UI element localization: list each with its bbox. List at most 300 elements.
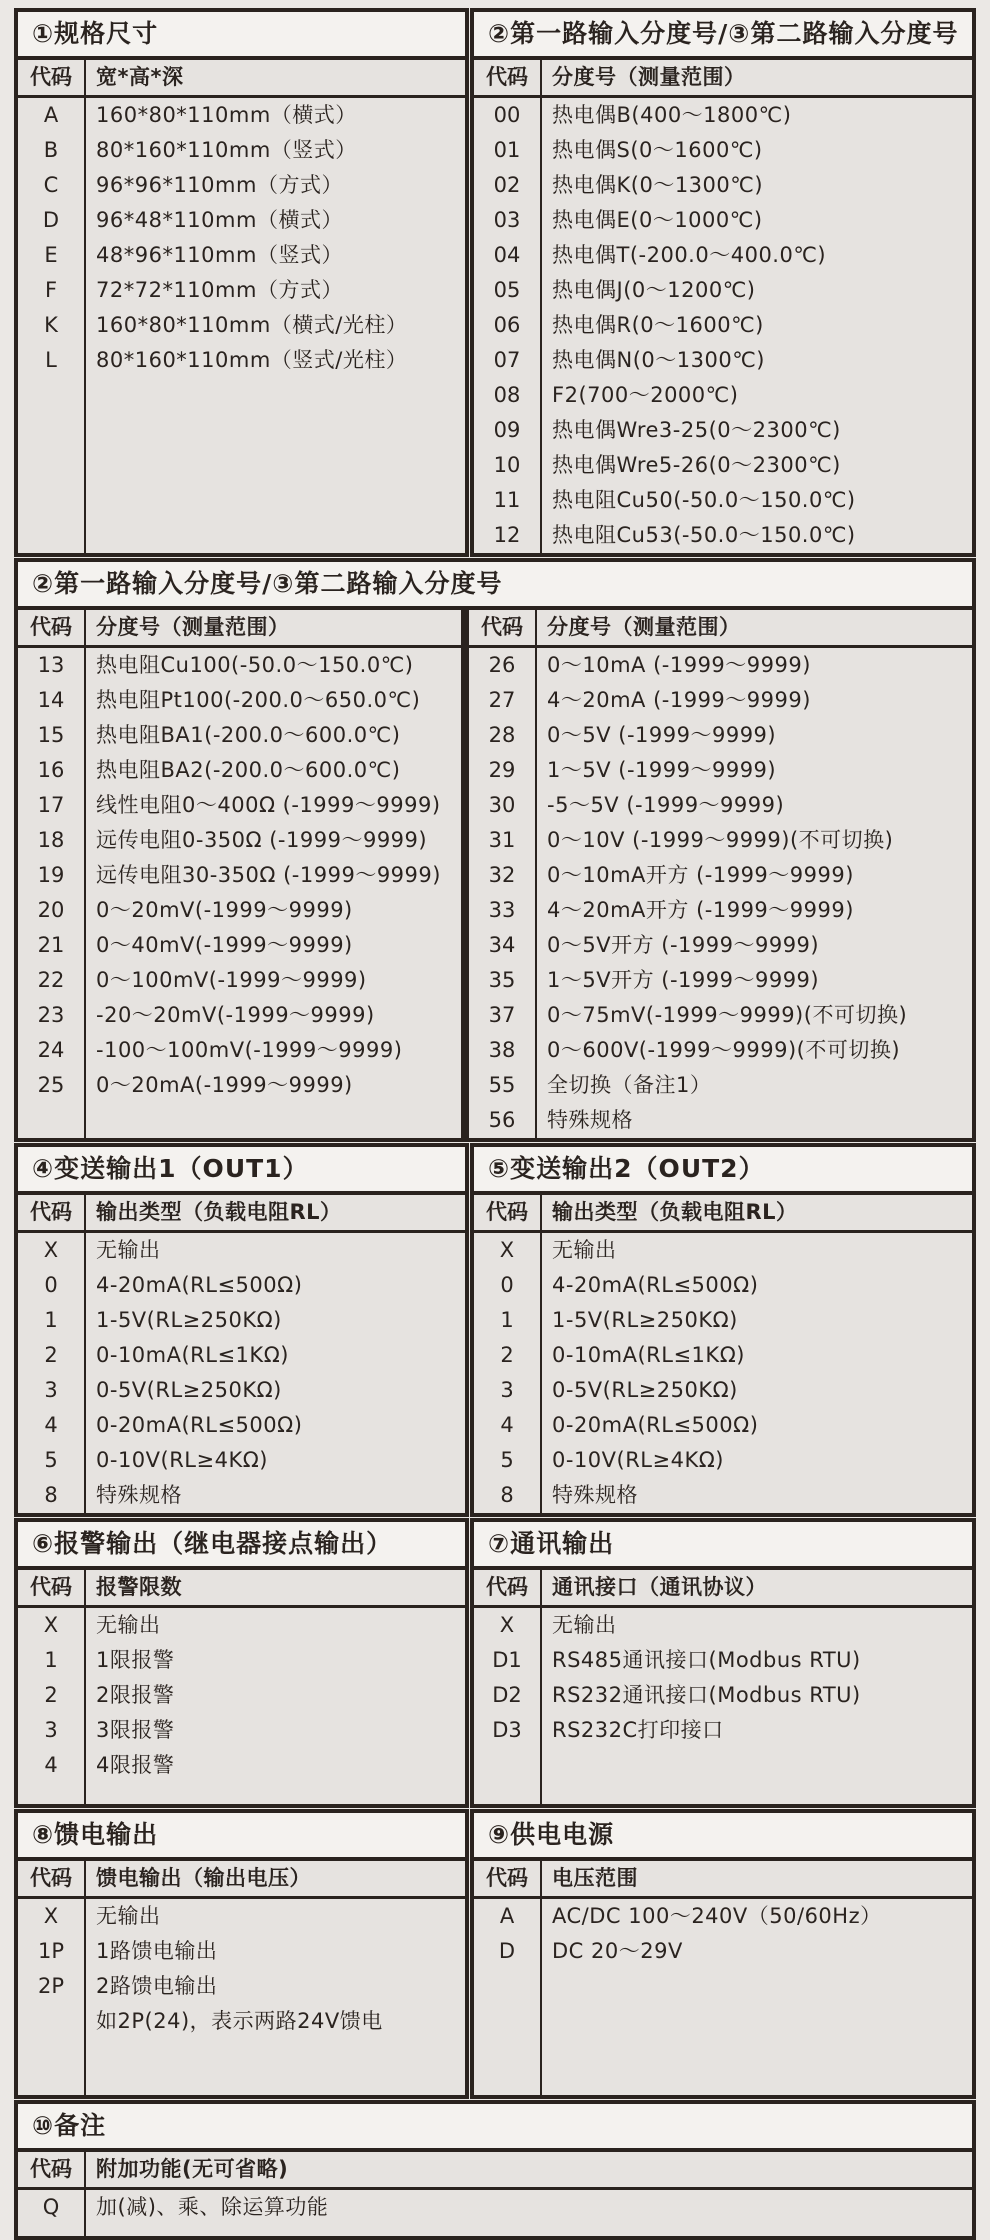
table-row xyxy=(469,823,972,858)
table-row xyxy=(469,788,972,823)
input-range-a-table xyxy=(474,60,972,553)
table-row xyxy=(474,1608,972,1643)
code-cell: K xyxy=(44,313,58,337)
table-row xyxy=(18,1373,465,1408)
table-row xyxy=(474,238,972,273)
feed-output-table xyxy=(18,1861,465,2095)
desc-cell: 热电偶Wre3-25(0～2300℃) xyxy=(552,418,841,442)
section-title-text: ②第一路输入分度号/③第二路输入分度号 xyxy=(32,569,503,598)
desc-cell: 全切换（备注1） xyxy=(547,1073,712,1097)
table-row xyxy=(18,2190,972,2225)
desc-column-header: 通讯接口（通讯协议） xyxy=(552,1575,767,1599)
desc-cell: 特殊规格 xyxy=(96,1483,182,1507)
table-row xyxy=(474,133,972,168)
code-cell: 1 xyxy=(44,1648,58,1672)
code-cell: 38 xyxy=(488,1038,516,1062)
input-range-b-left-half xyxy=(18,610,465,1138)
table-body xyxy=(474,98,972,553)
code-cell: 09 xyxy=(493,418,521,442)
desc-cell: 0-20mA(RL≤500Ω) xyxy=(552,1413,759,1437)
table-row xyxy=(474,168,972,203)
code-cell: 01 xyxy=(493,138,521,162)
column-header-row xyxy=(474,1195,972,1233)
table-row xyxy=(18,1033,461,1068)
desc-column-header: 报警限数 xyxy=(96,1575,182,1599)
table-row xyxy=(18,1478,465,1513)
section-input-range-b-title xyxy=(18,562,972,610)
code-cell: 2 xyxy=(44,1343,58,1367)
table-row xyxy=(18,1303,465,1338)
desc-column-header: 馈电输出（输出电压） xyxy=(96,1866,311,1890)
code-cell: 28 xyxy=(488,723,516,747)
code-column-header: 代码 xyxy=(486,1575,528,1599)
code-cell: 55 xyxy=(488,1073,516,1097)
section-title-text: ⑨供电电源 xyxy=(488,1820,615,1849)
table-row xyxy=(18,1233,465,1268)
desc-cell: RS485通讯接口(Modbus RTU) xyxy=(552,1648,861,1672)
code-column-header: 代码 xyxy=(30,1200,72,1224)
section-row-3 xyxy=(14,1143,976,1517)
desc-cell: 远传电阻30-350Ω (-1999～9999) xyxy=(96,863,441,887)
spec-size-table xyxy=(18,60,465,553)
table-row xyxy=(474,1233,972,1268)
input-range-b-table xyxy=(18,610,972,1138)
desc-cell: 线性电阻0～400Ω (-1999～9999) xyxy=(96,793,441,817)
table-row xyxy=(474,448,972,483)
desc-column-header: 宽*高*深 xyxy=(96,65,184,89)
code-cell: B xyxy=(43,138,59,162)
table-row xyxy=(18,308,465,343)
desc-column-header: 分度号（测量范围） xyxy=(547,615,741,639)
table-row xyxy=(18,963,461,998)
code-cell: 03 xyxy=(493,208,521,232)
desc-cell: 热电阻BA1(-200.0～600.0℃) xyxy=(96,723,401,747)
table-row xyxy=(474,1478,972,1513)
section-feed-output xyxy=(14,1809,469,2099)
desc-cell: 80*160*110mm（竖式） xyxy=(96,138,357,162)
table-row xyxy=(474,1899,972,1934)
column-header-row xyxy=(18,2152,972,2190)
table-row xyxy=(18,203,465,238)
desc-cell: 0～100mV(-1999～9999) xyxy=(96,968,367,992)
column-header-row xyxy=(18,610,461,648)
table-row xyxy=(18,1408,465,1443)
desc-cell: -20～20mV(-1999～9999) xyxy=(96,1003,375,1027)
table-body xyxy=(18,98,465,553)
ordering-code-sheet xyxy=(14,8,976,2240)
table-row xyxy=(474,308,972,343)
desc-cell: 特殊规格 xyxy=(547,1108,633,1132)
code-cell: 8 xyxy=(44,1483,58,1507)
desc-cell: 无输出 xyxy=(96,1613,161,1637)
code-cell: 26 xyxy=(488,653,516,677)
code-cell: 07 xyxy=(493,348,521,372)
desc-cell: 热电偶R(0～1600℃) xyxy=(552,313,764,337)
code-cell: 27 xyxy=(488,688,516,712)
code-cell: 15 xyxy=(37,723,65,747)
table-row xyxy=(18,1268,465,1303)
desc-cell: 无输出 xyxy=(96,1238,161,1262)
table-row xyxy=(18,858,461,893)
code-cell: D1 xyxy=(492,1648,522,1672)
table-row xyxy=(474,1678,972,1713)
table-row xyxy=(18,928,461,963)
code-cell: 56 xyxy=(488,1108,516,1132)
desc-cell: 48*96*110mm（竖式） xyxy=(96,243,343,267)
code-cell: 16 xyxy=(37,758,65,782)
table-row xyxy=(469,858,972,893)
section-remarks xyxy=(14,2100,976,2240)
table-body xyxy=(474,1608,972,1804)
table-row xyxy=(18,683,461,718)
alarm-output-table xyxy=(18,1570,465,1804)
desc-cell: 0～10mA (-1999～9999) xyxy=(547,653,811,677)
code-cell: 1 xyxy=(500,1308,514,1332)
table-row xyxy=(18,1934,465,1969)
desc-cell: 1路馈电输出 xyxy=(96,1939,218,1963)
table-row xyxy=(18,1713,465,1748)
table-row xyxy=(474,343,972,378)
desc-cell: 热电阻Cu100(-50.0～150.0℃) xyxy=(96,653,414,677)
code-cell: 3 xyxy=(44,1378,58,1402)
table-row xyxy=(469,998,972,1033)
table-row xyxy=(469,718,972,753)
section-transmit-out1-title xyxy=(18,1147,465,1195)
table-row xyxy=(18,788,461,823)
desc-cell: 4限报警 xyxy=(96,1753,175,1777)
desc-cell: 0～5V开方 (-1999～9999) xyxy=(547,933,820,957)
table-row xyxy=(18,1068,461,1103)
code-cell: 21 xyxy=(37,933,65,957)
section-title-text: ②第一路输入分度号/③第二路输入分度号 xyxy=(488,19,959,48)
desc-cell: 热电偶K(0～1300℃) xyxy=(552,173,764,197)
table-row xyxy=(18,823,461,858)
desc-cell: 3限报警 xyxy=(96,1718,175,1742)
code-cell: 20 xyxy=(37,898,65,922)
code-cell: 12 xyxy=(493,523,521,547)
code-cell: 3 xyxy=(44,1718,58,1742)
table-row xyxy=(474,1934,972,1969)
desc-cell: 0-10V(RL≥4KΩ) xyxy=(552,1448,724,1472)
desc-cell: 无输出 xyxy=(96,1904,161,1928)
code-cell: 1P xyxy=(37,1939,65,1963)
code-cell: X xyxy=(499,1613,515,1637)
table-row xyxy=(474,413,972,448)
desc-cell: 4～20mA开方 (-1999～9999) xyxy=(547,898,854,922)
code-column-header: 代码 xyxy=(30,65,72,89)
desc-column-header: 电压范围 xyxy=(552,1866,638,1890)
desc-column-header: 输出类型（负载电阻RL） xyxy=(552,1200,798,1224)
desc-cell: 0-10V(RL≥4KΩ) xyxy=(96,1448,268,1472)
desc-cell: 热电阻Cu53(-50.0～150.0℃) xyxy=(552,523,856,547)
desc-cell: 热电偶S(0～1600℃) xyxy=(552,138,763,162)
code-column-header: 代码 xyxy=(30,2157,72,2181)
desc-cell: 1～5V开方 (-1999～9999) xyxy=(547,968,820,992)
code-cell: 19 xyxy=(37,863,65,887)
code-cell: 06 xyxy=(493,313,521,337)
section-input-range-a xyxy=(470,8,976,557)
transmit-out2-table xyxy=(474,1195,972,1513)
column-header-row xyxy=(469,610,972,648)
table-body xyxy=(18,1233,465,1513)
code-cell: X xyxy=(43,1613,59,1637)
comm-output-table xyxy=(474,1570,972,1804)
table-row xyxy=(469,753,972,788)
table-row xyxy=(474,1338,972,1373)
desc-cell: 4～20mA (-1999～9999) xyxy=(547,688,811,712)
desc-cell: 特殊规格 xyxy=(552,1483,638,1507)
desc-column-header: 输出类型（负载电阻RL） xyxy=(96,1200,342,1224)
code-cell: 0 xyxy=(500,1273,514,1297)
desc-cell: RS232C打印接口 xyxy=(552,1718,724,1742)
code-cell: 04 xyxy=(493,243,521,267)
section-remarks-title xyxy=(18,2104,972,2152)
desc-cell: 4-20mA(RL≤500Ω) xyxy=(96,1273,303,1297)
code-column-header: 代码 xyxy=(30,1575,72,1599)
table-row xyxy=(18,1969,465,2004)
table-row xyxy=(18,238,465,273)
code-cell: C xyxy=(43,173,59,197)
desc-cell: 热电偶E(0～1000℃) xyxy=(552,208,763,232)
code-cell: 2P xyxy=(37,1974,65,1998)
code-cell: Q xyxy=(42,2195,60,2219)
desc-cell: 4-20mA(RL≤500Ω) xyxy=(552,1273,759,1297)
section-alarm-output xyxy=(14,1518,469,1808)
desc-column-header: 分度号（测量范围） xyxy=(552,65,746,89)
code-cell: 8 xyxy=(500,1483,514,1507)
section-title-text: ⑤变送输出2（OUT2） xyxy=(488,1154,765,1183)
code-cell: X xyxy=(499,1238,515,1262)
section-title-text: ⑥报警输出（继电器接点输出） xyxy=(32,1529,393,1558)
desc-cell: 热电偶J(0～1200℃) xyxy=(552,278,756,302)
section-comm-output xyxy=(470,1518,976,1808)
table-body xyxy=(474,1233,972,1513)
code-cell: 25 xyxy=(37,1073,65,1097)
section-row-4 xyxy=(14,1518,976,1808)
table-row xyxy=(474,1303,972,1338)
desc-cell: 加(减)、乘、除运算功能 xyxy=(96,2195,329,2219)
code-cell: 35 xyxy=(488,968,516,992)
section-spec-size xyxy=(14,8,469,557)
desc-cell: 0-5V(RL≥250KΩ) xyxy=(96,1378,282,1402)
table-body xyxy=(18,1899,465,2095)
desc-column-header: 分度号（测量范围） xyxy=(96,615,290,639)
desc-column-header: 附加功能(无可省略) xyxy=(96,2157,289,2181)
code-cell: 3 xyxy=(500,1378,514,1402)
desc-cell: 0-10mA(RL≤1KΩ) xyxy=(96,1343,289,1367)
column-header-row xyxy=(474,60,972,98)
table-row xyxy=(18,1899,465,1934)
code-cell: D3 xyxy=(492,1718,522,1742)
section-title-text: ⑦通讯输出 xyxy=(488,1529,615,1558)
desc-cell: 0～10mA开方 (-1999～9999) xyxy=(547,863,854,887)
code-cell: 30 xyxy=(488,793,516,817)
desc-cell: 96*48*110mm（横式） xyxy=(96,208,343,232)
code-cell: 14 xyxy=(37,688,65,712)
table-row xyxy=(474,1643,972,1678)
desc-cell: 0～75mV(-1999～9999)(不可切换) xyxy=(547,1003,908,1027)
table-row xyxy=(18,168,465,203)
code-cell: 33 xyxy=(488,898,516,922)
table-row xyxy=(469,1103,972,1138)
desc-cell: 热电偶N(0～1300℃) xyxy=(552,348,765,372)
desc-cell: F2(700～2000℃) xyxy=(552,383,739,407)
code-cell: 10 xyxy=(493,453,521,477)
code-cell: D xyxy=(42,208,60,232)
code-cell: 13 xyxy=(37,653,65,677)
input-range-b-right-half xyxy=(465,610,972,1138)
section-transmit-out2 xyxy=(470,1143,976,1517)
column-header-row xyxy=(474,1861,972,1899)
table-row xyxy=(18,998,461,1033)
table-row xyxy=(18,1748,465,1783)
table-row xyxy=(18,1443,465,1478)
desc-cell: 0～10V (-1999～9999)(不可切换) xyxy=(547,828,894,852)
code-cell: 1 xyxy=(44,1308,58,1332)
code-cell: 32 xyxy=(488,863,516,887)
desc-cell: 1-5V(RL≥250KΩ) xyxy=(552,1308,738,1332)
desc-cell: 1-5V(RL≥250KΩ) xyxy=(96,1308,282,1332)
desc-cell: 0-10mA(RL≤1KΩ) xyxy=(552,1343,745,1367)
power-supply-table xyxy=(474,1861,972,2095)
section-power-supply xyxy=(470,1809,976,2099)
code-cell: F xyxy=(44,278,58,302)
desc-cell: 1～5V (-1999～9999) xyxy=(547,758,777,782)
column-header-row xyxy=(18,1570,465,1608)
table-row xyxy=(469,928,972,963)
table-row xyxy=(474,1268,972,1303)
code-cell: 2 xyxy=(500,1343,514,1367)
code-cell: A xyxy=(499,1904,515,1928)
code-column-header: 代码 xyxy=(481,615,523,639)
section-row-1 xyxy=(14,8,976,557)
code-cell: 37 xyxy=(488,1003,516,1027)
table-body xyxy=(18,1608,465,1804)
table-body xyxy=(469,648,972,1138)
table-row xyxy=(474,1408,972,1443)
desc-cell: 160*80*110mm（横式/光柱） xyxy=(96,313,408,337)
code-cell: 29 xyxy=(488,758,516,782)
code-cell: 08 xyxy=(493,383,521,407)
section-power-supply-title xyxy=(474,1813,972,1861)
code-cell: A xyxy=(43,103,59,127)
table-row xyxy=(18,893,461,928)
desc-cell: 72*72*110mm（方式） xyxy=(96,278,343,302)
code-cell: E xyxy=(44,243,58,267)
table-row xyxy=(474,378,972,413)
transmit-out1-table xyxy=(18,1195,465,1513)
table-row xyxy=(469,1068,972,1103)
column-header-row xyxy=(18,60,465,98)
desc-cell: 0～600V(-1999～9999)(不可切换) xyxy=(547,1038,901,1062)
table-row xyxy=(469,648,972,683)
code-cell: 22 xyxy=(37,968,65,992)
desc-cell: 热电偶Wre5-26(0～2300℃) xyxy=(552,453,841,477)
code-cell: X xyxy=(43,1238,59,1262)
desc-cell: 热电偶T(-200.0～400.0℃) xyxy=(552,243,827,267)
code-cell: L xyxy=(45,348,57,372)
table-row xyxy=(18,648,461,683)
code-cell: 31 xyxy=(488,828,516,852)
section-title-text: ④变送输出1（OUT1） xyxy=(32,1154,309,1183)
desc-cell: 96*96*110mm（方式） xyxy=(96,173,343,197)
table-row xyxy=(474,1373,972,1408)
desc-cell: 0～5V (-1999～9999) xyxy=(547,723,777,747)
code-column-header: 代码 xyxy=(486,1866,528,1890)
remarks-table xyxy=(18,2152,972,2236)
desc-cell: 1限报警 xyxy=(96,1648,175,1672)
section-row-5 xyxy=(14,1809,976,2099)
table-row xyxy=(18,273,465,308)
code-cell: 4 xyxy=(500,1413,514,1437)
table-row xyxy=(18,753,461,788)
code-column-header: 代码 xyxy=(30,615,72,639)
code-cell: X xyxy=(43,1904,59,1928)
desc-cell: 无输出 xyxy=(552,1613,617,1637)
table-row xyxy=(18,2004,465,2039)
table-row xyxy=(18,718,461,753)
section-input-range-a-title xyxy=(474,12,972,60)
column-header-row xyxy=(18,1195,465,1233)
code-cell: 24 xyxy=(37,1038,65,1062)
desc-cell: 0～20mV(-1999～9999) xyxy=(96,898,353,922)
desc-cell: 0-5V(RL≥250KΩ) xyxy=(552,1378,738,1402)
table-row xyxy=(18,133,465,168)
code-cell: D2 xyxy=(492,1683,522,1707)
section-comm-output-title xyxy=(474,1522,972,1570)
code-cell: 18 xyxy=(37,828,65,852)
section-transmit-out1 xyxy=(14,1143,469,1517)
desc-cell: 0～40mV(-1999～9999) xyxy=(96,933,353,957)
code-cell xyxy=(18,2004,84,2039)
desc-cell: 0～20mA(-1999～9999) xyxy=(96,1073,353,1097)
code-column-header: 代码 xyxy=(486,65,528,89)
desc-cell: 80*160*110mm（竖式/光柱） xyxy=(96,348,408,372)
desc-cell: 160*80*110mm（横式） xyxy=(96,103,357,127)
section-alarm-output-title xyxy=(18,1522,465,1570)
table-row xyxy=(474,1713,972,1748)
column-header-row xyxy=(18,1861,465,1899)
table-body xyxy=(18,648,461,1138)
desc-cell: 2限报警 xyxy=(96,1683,175,1707)
desc-cell: -100～100mV(-1999～9999) xyxy=(96,1038,403,1062)
table-row xyxy=(18,1643,465,1678)
code-cell: 05 xyxy=(493,278,521,302)
table-row xyxy=(474,483,972,518)
table-row xyxy=(18,343,465,378)
code-cell: 0 xyxy=(44,1273,58,1297)
desc-cell: 热电阻Pt100(-200.0～650.0℃) xyxy=(96,688,421,712)
desc-cell: 远传电阻0-350Ω (-1999～9999) xyxy=(96,828,428,852)
table-row xyxy=(474,203,972,238)
table-row xyxy=(469,683,972,718)
code-column-header: 代码 xyxy=(30,1866,72,1890)
desc-cell: 如2P(24)，表示两路24V馈电 xyxy=(96,2009,383,2033)
desc-cell: 热电偶B(400～1800℃) xyxy=(552,103,792,127)
code-cell: 4 xyxy=(44,1413,58,1437)
desc-cell: 热电阻Cu50(-50.0～150.0℃) xyxy=(552,488,856,512)
desc-cell: 无输出 xyxy=(552,1238,617,1262)
desc-cell: 热电阻BA2(-200.0～600.0℃) xyxy=(96,758,401,782)
table-row xyxy=(469,893,972,928)
table-row xyxy=(18,98,465,133)
table-body xyxy=(474,1899,972,2095)
code-cell: 00 xyxy=(493,103,521,127)
table-body xyxy=(18,2190,972,2236)
section-feed-output-title xyxy=(18,1813,465,1861)
desc-cell: RS232通讯接口(Modbus RTU) xyxy=(552,1683,861,1707)
section-title-text: ⑧馈电输出 xyxy=(32,1820,159,1849)
